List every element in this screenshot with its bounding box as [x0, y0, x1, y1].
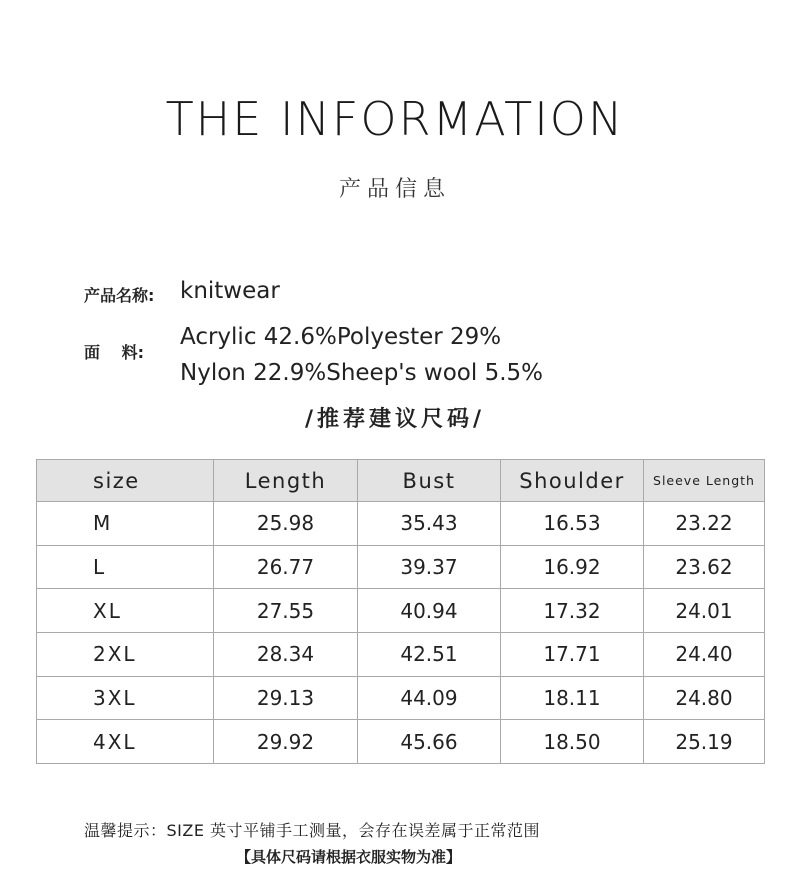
shoulder-cell: 18.50 — [501, 720, 644, 764]
sleeve-length-cell: 24.80 — [644, 676, 765, 720]
size-table — [36, 459, 765, 764]
size-reference-note: 【具体尺码请根据衣服实物为准】 — [236, 848, 462, 866]
shoulder-cell: 16.53 — [501, 502, 644, 546]
table-row — [37, 676, 765, 720]
material-line-1: Acrylic 42.6%Polyester 29% — [180, 324, 502, 350]
recommended-size-heading: /推荐建议尺码/ — [304, 407, 486, 432]
page-subtitle: 产品信息 — [338, 177, 451, 202]
header-bust: Bust — [358, 460, 501, 502]
sleeve-length-cell: 23.62 — [644, 545, 765, 589]
size-cell: 3XL — [37, 676, 214, 720]
bust-cell: 45.66 — [358, 720, 501, 764]
bust-cell: 35.43 — [358, 502, 501, 546]
header-shoulder: Shoulder — [501, 460, 644, 502]
size-cell: M — [37, 502, 214, 546]
length-cell: 29.92 — [214, 720, 358, 764]
length-cell: 26.77 — [214, 545, 358, 589]
size-cell: 2XL — [37, 632, 214, 676]
bust-cell: 42.51 — [358, 632, 501, 676]
shoulder-cell: 18.11 — [501, 676, 644, 720]
page-title: THE INFORMATION — [165, 92, 625, 146]
size-cell: 4XL — [37, 720, 214, 764]
length-cell: 25.98 — [214, 502, 358, 546]
table-header-row — [37, 460, 765, 502]
header-length: Length — [214, 460, 358, 502]
product-name-label: 产品名称: — [84, 286, 155, 305]
shoulder-cell: 17.32 — [501, 589, 644, 633]
bust-cell: 44.09 — [358, 676, 501, 720]
size-cell: XL — [37, 589, 214, 633]
table-row — [37, 545, 765, 589]
material-line-2: Nylon 22.9%Sheep's wool 5.5% — [180, 360, 544, 386]
sleeve-length-cell: 25.19 — [644, 720, 765, 764]
header-size: size — [37, 460, 214, 502]
sleeve-length-cell: 23.22 — [644, 502, 765, 546]
length-cell: 27.55 — [214, 589, 358, 633]
table-row — [37, 720, 765, 764]
table-row — [37, 502, 765, 546]
measurement-note: 温馨提示：SIZE 英寸平铺手工测量，会存在误差属于正常范围 — [84, 821, 541, 840]
shoulder-cell: 16.92 — [501, 545, 644, 589]
shoulder-cell: 17.71 — [501, 632, 644, 676]
table-row — [37, 632, 765, 676]
sleeve-length-cell: 24.01 — [644, 589, 765, 633]
table-row — [37, 589, 765, 633]
material-label: 面 料: — [84, 343, 144, 362]
length-cell: 29.13 — [214, 676, 358, 720]
product-name-value: knitwear — [180, 278, 280, 304]
bust-cell: 39.37 — [358, 545, 501, 589]
sleeve-length-cell: 24.40 — [644, 632, 765, 676]
size-cell: L — [37, 545, 214, 589]
bust-cell: 40.94 — [358, 589, 501, 633]
header-sleeve-length: Sleeve Length — [644, 460, 765, 502]
length-cell: 28.34 — [214, 632, 358, 676]
